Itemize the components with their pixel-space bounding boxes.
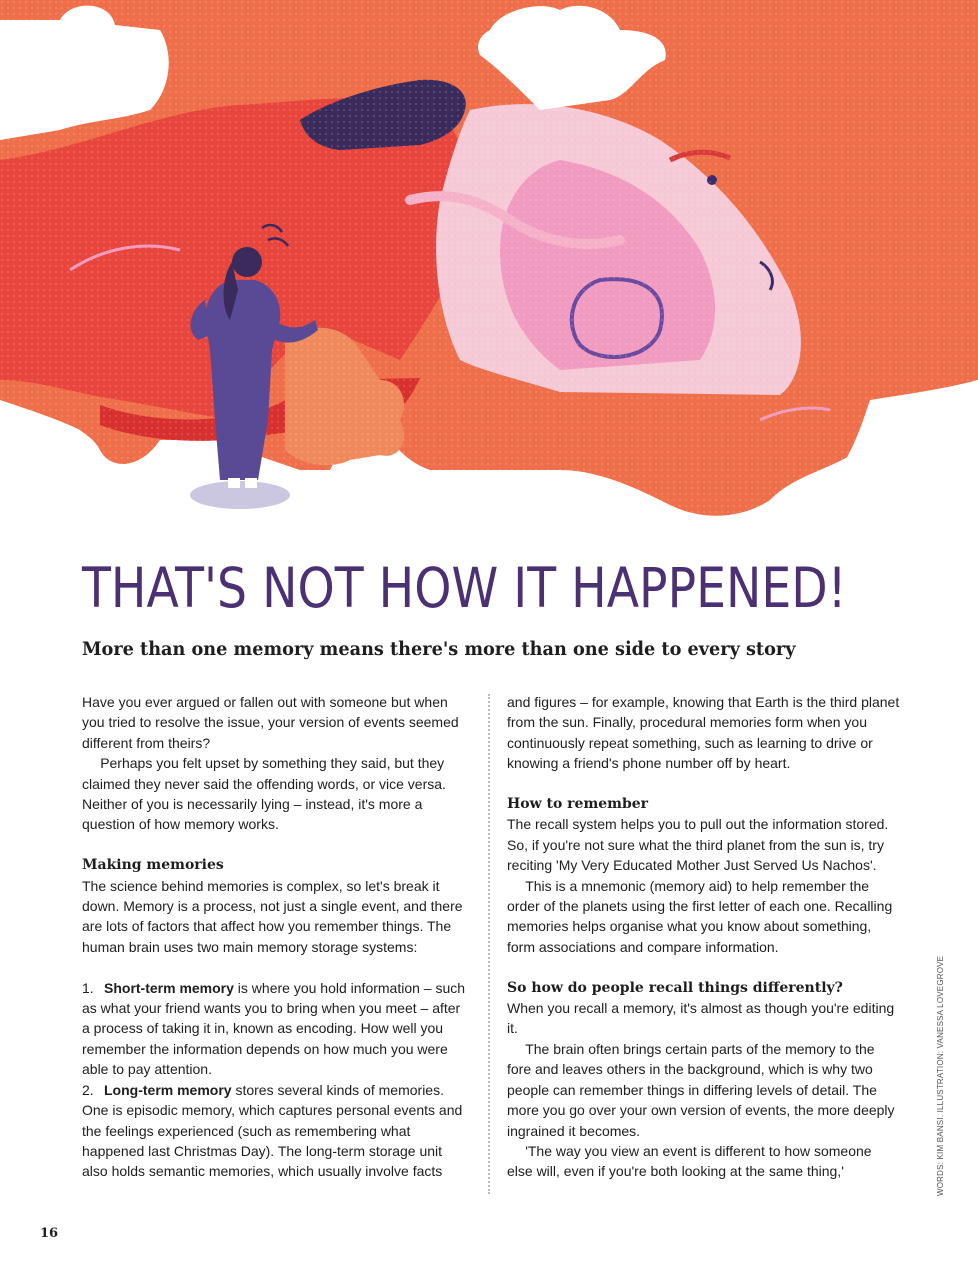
- term-short-term: Short-term memory: [104, 979, 234, 996]
- article-column-right: [507, 692, 901, 1182]
- headline: THAT'S NOT HOW IT HAPPENED!: [82, 556, 847, 620]
- subheading-how-to-remember: How to remember: [507, 796, 649, 813]
- list-item-long-term: [82, 1080, 468, 1182]
- term-long-term: Long-term memory: [104, 1081, 232, 1098]
- paragraph: When you recall a memory, it's almost as though you're editing it.: [507, 1000, 895, 1037]
- list-item-short-term: [82, 978, 468, 1080]
- article-column-left: [82, 692, 468, 1182]
- list-text: is where you hold information – such as what your friend wants you to bring when you meet – after a process of taking it in, known as encoding. How well you remember the information depends on how much you were able to pay attention.: [82, 979, 466, 1078]
- paragraph: This is a mnemonic (memory aid) to help remember the order of the planets using the first letter of each one. Recalling memories helps organise what you know about something, form associations and compare information.: [507, 877, 893, 955]
- standfirst: More than one memory means there's more than one side to every story: [82, 638, 796, 660]
- paragraph: and figures – for example, knowing that Earth is the third planet from the sun. Finally, procedural memories form when you continuously repeat something, such as learning to drive or knowing a friend's phone number off by heart.: [507, 694, 900, 772]
- subheading-making-memories: Making memories: [82, 857, 224, 874]
- paragraph: The recall system helps you to pull out the information stored. So, if you're not sure what the third planet from the sun is, try reciting 'My Very Educated Mother Just Served Us Nachos'.: [507, 816, 889, 874]
- paragraph: The brain often brings certain parts of the memory to the fore and leaves others in the background, which is why two people can remember things in differing levels of detail. The more you go over your own version of events, the more deeply ingrained it becomes.: [507, 1040, 895, 1139]
- credit-line: WORDS: KIM BANSI. ILLUSTRATION: VANESSA LOVEGROVE: [936, 955, 945, 1196]
- paragraph: Perhaps you felt upset by something they said, but they claimed they never said the offending words, or vice versa. Neither of you is necessarily lying – instead, it's more a question of how memory works.: [82, 755, 446, 833]
- puzzle-illustration: [0, 0, 978, 530]
- list-text: stores several kinds of memories. One is episodic memory, which captures personal events and the feelings experienced (such as remembering what happened last Christmas Day). The long-term storage unit also holds semantic memories, which usually involve facts: [82, 1081, 463, 1180]
- paragraph: The science behind memories is complex, so let's break it down. Memory is a process, not just a single event, and there are lots of factors that affect how you remember things. The human brain uses two main memory storage systems:: [82, 877, 463, 955]
- list-number: 1.: [82, 979, 94, 996]
- subheading-recall-differently: So how do people recall things differently?: [507, 979, 843, 996]
- page-number: 16: [40, 1226, 59, 1241]
- column-divider: [488, 694, 490, 1194]
- paragraph: 'The way you view an event is different to how someone else will, even if you're both looking at the same thing,': [507, 1142, 872, 1180]
- list-number: 2.: [82, 1081, 94, 1098]
- paragraph: Have you ever argued or fallen out with someone but when you tried to resolve the issue, your version of events seemed different from theirs?: [82, 694, 459, 751]
